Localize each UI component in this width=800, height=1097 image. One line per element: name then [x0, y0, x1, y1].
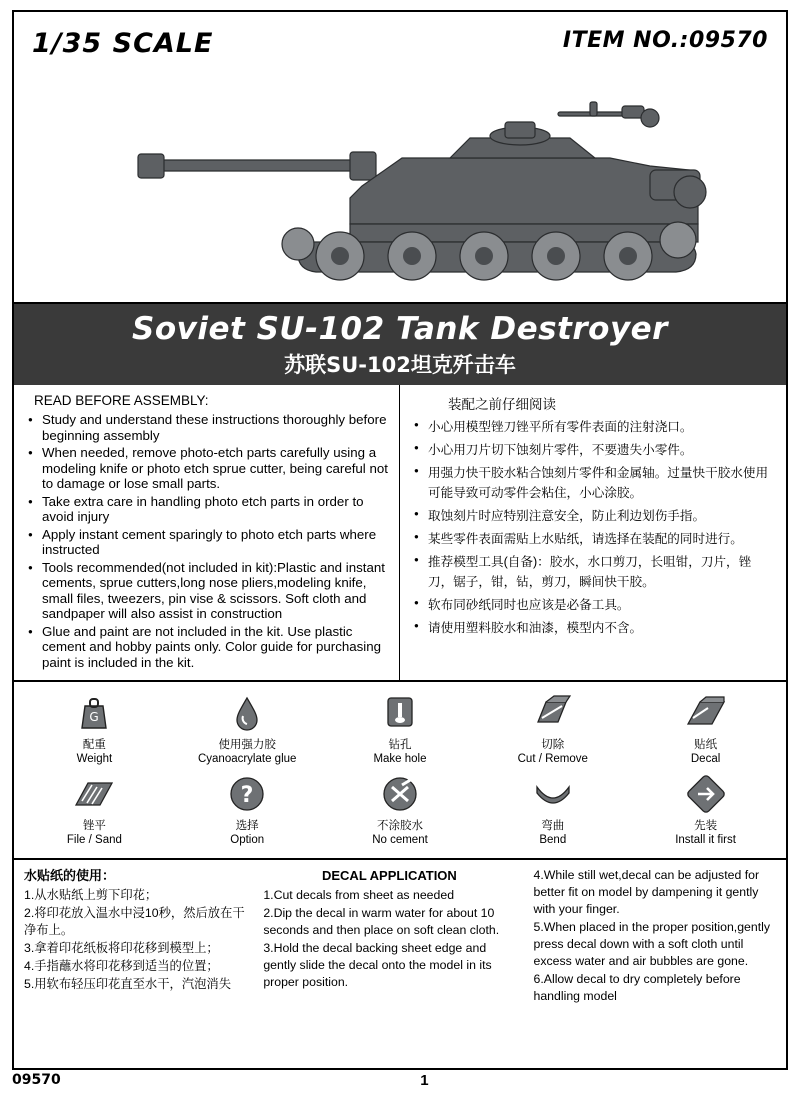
svg-text:G: G [89, 710, 100, 724]
legend-item-file-sand [18, 771, 171, 852]
cut-remove-icon [478, 693, 627, 733]
legend-item-install-first [629, 771, 782, 852]
decal-application-section [14, 860, 786, 1068]
list-item: ● When needed, remove photo-etch parts carefully using a modeling knife or photo etch sprue cutter, being careful not to damage or lose small parts. [28, 445, 389, 492]
page-frame [12, 10, 788, 1070]
instructions-list-chinese [414, 417, 776, 638]
list-item: ● Tools recommended(not included in kit):Plastic and instant cements, sprue cutters,long nose pliers,modeling knife, small files, tweezers, pin vise & scissors. Soft cloth and sandpaper will also assist in construction [28, 560, 389, 622]
decal-step: 1.从水贴纸上剪下印花； [24, 888, 158, 902]
option-question-icon [173, 774, 322, 814]
decal-step: 3.Hold the decal backing sheet edge and gently slide the decal onto the model in its proper position. [263, 941, 492, 989]
decal-english-column-right [524, 860, 786, 1068]
decal-step: 5.When placed in the proper position,gently press decal down with a soft cloth until excess water and air bubbles are gone. [533, 920, 771, 968]
legend-label-cn: 不涂胶水 [376, 820, 423, 832]
list-item: ● Take extra care in handling photo etch parts in order to avoid injury [28, 494, 389, 525]
no-cement-icon [326, 774, 475, 814]
decal-step: 4.手指蘸水将印花移到适当的位置； [24, 959, 219, 973]
legend-label-en: No cement [372, 834, 428, 846]
page-footer [12, 1069, 788, 1091]
instructions-section [14, 385, 786, 682]
header-section [14, 12, 786, 304]
decal-step: 4.While still wet,decal can be adjusted for better fit on model by dampening it gently with your finger. [533, 868, 760, 916]
legend-item-make-hole [324, 690, 477, 771]
list-item: ● 推荐模型工具(自备)：胶水，水口剪刀，长咀钳，刀片，锉刀，锯子，钳，钻，剪刀，瞬间快干胶。 [414, 552, 776, 592]
legend-label-en: Decal [690, 753, 721, 765]
list-item: ● 小心用模型锉刀锉平所有零件表面的注射浇口。 [414, 417, 776, 437]
decal-step: 6.Allow decal to dry completely before handling model [533, 972, 741, 1003]
legend-label-cn: 钻孔 [388, 739, 412, 751]
drill-hole-icon [326, 693, 475, 733]
legend-item-option [171, 771, 324, 852]
decal-english-column-left [253, 860, 523, 1068]
scale-label: 1/35 SCALE [32, 28, 214, 59]
list-item: ● 小心用刀片切下蚀刻片零件，不要遗失小零件。 [414, 440, 776, 460]
symbol-legend-row-2 [18, 771, 782, 852]
legend-label-cn: 贴纸 [694, 739, 718, 751]
symbol-legend-section [14, 682, 786, 860]
decal-step: 1.Cut decals from sheet as needed [263, 888, 455, 902]
instructions-english-column [14, 385, 400, 680]
legend-label-cn: 先装 [694, 820, 718, 832]
symbol-legend-row-1 [18, 690, 782, 771]
bend-icon [478, 774, 627, 814]
list-item: ● 软布同砂纸同时也应该是必备工具。 [414, 595, 776, 615]
su-102-tank-drawing [50, 74, 750, 289]
list-item: ● 某些零件表面需贴上水贴纸，请选择在装配的同时进行。 [414, 529, 776, 549]
legend-label-cn: 弯曲 [541, 820, 565, 832]
footer-page-number: 1 [420, 1071, 429, 1089]
legend-item-no-cement [324, 771, 477, 852]
tank-illustration [14, 74, 786, 302]
legend-label-en: Cut / Remove [517, 753, 588, 765]
legend-item-cut-remove [476, 690, 629, 771]
legend-label-en: Weight [76, 753, 113, 765]
install-first-icon [631, 774, 780, 814]
footer-item-code: 09570 [12, 1072, 61, 1088]
decal-step: 5.用软布轻压印花直至水干，汽泡消失 [24, 977, 232, 991]
list-item: ● Glue and paint are not included in the kit. Use plastic cement and hobby paints only. Color guide for purchasing paint is included in the kit. [28, 624, 389, 671]
instructions-heading-chinese: 装配之前仔细阅读 [448, 397, 556, 412]
decal-chinese-column [14, 860, 253, 1068]
weight-icon [20, 693, 169, 733]
list-item: ● 用强力快干胶水粘合蚀刻片零件和金属轴。过量快干胶水使用可能导致可动零件会粘住，小心涂胶。 [414, 463, 776, 503]
list-item: ● Apply instant cement sparingly to photo etch parts where instructed [28, 527, 389, 558]
legend-label-en: Install it first [675, 834, 736, 846]
decal-step: 2.将印花放入温水中浸10秒，然后放在干净布上。 [24, 906, 245, 937]
list-item: ● Study and understand these instructions thoroughly before beginning assembly [28, 412, 389, 443]
instructions-heading-english: READ BEFORE ASSEMBLY: [34, 393, 209, 408]
item-number-label: ITEM NO.:09570 [562, 28, 768, 53]
decal-step: 2.Dip the decal in warm water for about 10 seconds and then place on soft clean cloth. [263, 906, 500, 937]
svg-text:?: ? [240, 783, 254, 808]
legend-item-glue [171, 690, 324, 771]
decal-title-english: DECAL APPLICATION [321, 868, 457, 883]
title-band [14, 304, 786, 385]
decal-icon [631, 693, 780, 733]
legend-label-en: Make hole [373, 753, 427, 765]
title-english: Soviet SU-102 Tank Destroyer [132, 311, 668, 347]
legend-item-decal [629, 690, 782, 771]
decal-title-chinese: 水贴纸的使用： [24, 868, 116, 883]
legend-label-en: Bend [539, 834, 567, 846]
legend-label-cn: 切除 [541, 739, 565, 751]
glue-drop-icon [173, 693, 322, 733]
legend-label-en: File / Sand [66, 834, 122, 846]
legend-label-cn: 选择 [235, 820, 259, 832]
title-chinese: 苏联SU-102坦克歼击车 [284, 353, 516, 377]
list-item: ● 取蚀刻片时应特别注意安全，防止利边划伤手指。 [414, 506, 776, 526]
legend-label-cn: 使用强力胶 [218, 739, 276, 751]
legend-label-en: Cyanoacrylate glue [197, 753, 297, 765]
instructions-chinese-column [400, 385, 786, 680]
legend-item-weight [18, 690, 171, 771]
instructions-list-english [28, 412, 389, 670]
list-item: ● 请使用塑料胶水和油漆，模型内不含。 [414, 618, 776, 638]
legend-label-cn: 配重 [82, 739, 106, 751]
file-sand-icon [20, 774, 169, 814]
legend-label-cn: 锉平 [82, 820, 106, 832]
legend-label-en: Option [230, 834, 265, 846]
legend-item-bend [476, 771, 629, 852]
decal-step: 3.拿着印花纸板将印花移到模型上； [24, 941, 219, 955]
